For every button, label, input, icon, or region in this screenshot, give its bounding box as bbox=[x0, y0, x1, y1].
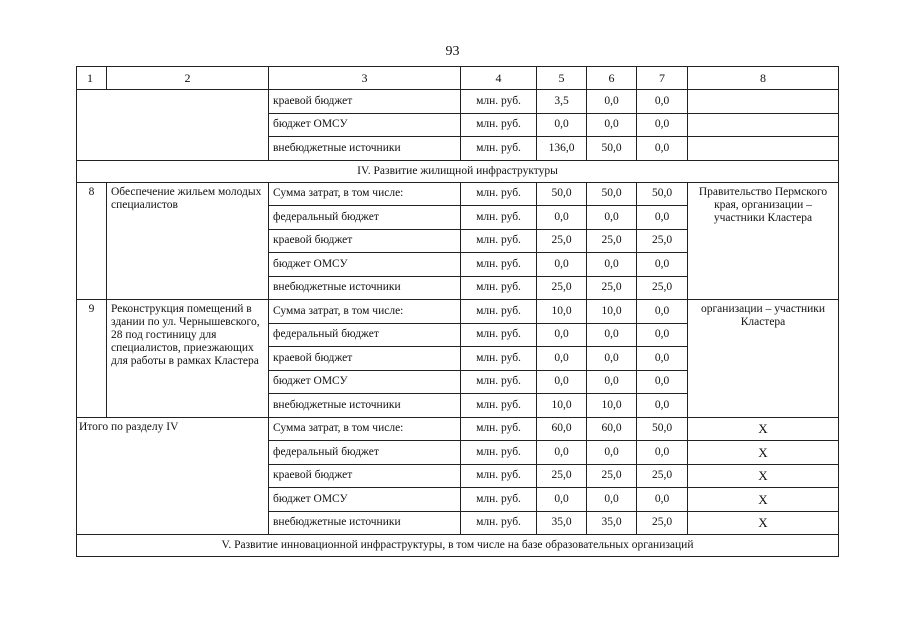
unit-cell: млн. руб. bbox=[461, 229, 537, 253]
funding-source-cell: федеральный бюджет bbox=[269, 323, 461, 347]
unit-cell: млн. руб. bbox=[461, 182, 537, 206]
value-col-7: 0,0 bbox=[637, 441, 688, 465]
value-col-5: 0,0 bbox=[537, 323, 587, 347]
unit-cell: млн. руб. bbox=[461, 441, 537, 465]
unit-cell: млн. руб. bbox=[461, 113, 537, 137]
value-col-5: 0,0 bbox=[537, 347, 587, 371]
funding-source-cell: внебюджетные источники bbox=[269, 394, 461, 418]
table-row bbox=[77, 90, 839, 114]
value-col-6: 0,0 bbox=[587, 253, 637, 277]
value-col-5: 25,0 bbox=[537, 229, 587, 253]
funding-source-cell: внебюджетные источники bbox=[269, 137, 461, 161]
funding-source-cell: краевой бюджет bbox=[269, 90, 461, 114]
continuation-blank-cell bbox=[77, 90, 269, 161]
funding-source-cell: внебюджетные источники bbox=[269, 511, 461, 535]
value-col-5: 0,0 bbox=[537, 253, 587, 277]
value-col-5: 136,0 bbox=[537, 137, 587, 161]
unit-cell: млн. руб. bbox=[461, 511, 537, 535]
unit-cell: млн. руб. bbox=[461, 137, 537, 161]
value-col-5: 0,0 bbox=[537, 206, 587, 230]
unit-cell: млн. руб. bbox=[461, 253, 537, 277]
value-col-6: 50,0 bbox=[587, 182, 637, 206]
funding-source-cell: бюджет ОМСУ bbox=[269, 253, 461, 277]
header-col-2: 2 bbox=[107, 67, 269, 90]
unit-cell: млн. руб. bbox=[461, 464, 537, 488]
page-number: 93 bbox=[445, 44, 460, 59]
value-col-5: 0,0 bbox=[537, 488, 587, 512]
unit-cell: млн. руб. bbox=[461, 347, 537, 371]
funding-source-cell: бюджет ОМСУ bbox=[269, 370, 461, 394]
unit-cell: млн. руб. bbox=[461, 206, 537, 230]
item-number: 9 bbox=[77, 300, 107, 418]
value-col-7: 0,0 bbox=[637, 206, 688, 230]
value-col-7: 25,0 bbox=[637, 464, 688, 488]
value-col-5: 35,0 bbox=[537, 511, 587, 535]
budget-table bbox=[76, 66, 839, 557]
funding-source-cell: внебюджетные источники bbox=[269, 276, 461, 300]
value-col-7: 50,0 bbox=[637, 417, 688, 441]
value-col-7: 25,0 bbox=[637, 229, 688, 253]
value-col-6: 10,0 bbox=[587, 394, 637, 418]
funding-source-cell: Сумма затрат, в том числе: bbox=[269, 417, 461, 441]
funding-source-cell: краевой бюджет bbox=[269, 347, 461, 371]
value-col-5: 0,0 bbox=[537, 113, 587, 137]
header-col-6: 6 bbox=[587, 67, 637, 90]
section-4-title: IV. Развитие жилищной инфраструктуры bbox=[77, 160, 839, 182]
funding-source-cell: Сумма затрат, в том числе: bbox=[269, 182, 461, 206]
value-col-7: 50,0 bbox=[637, 182, 688, 206]
section-title-row bbox=[77, 535, 839, 557]
section-5-title: V. Развитие инновационной инфраструктуры, в том числе на базе образовательных организаций bbox=[77, 535, 839, 557]
responsible-blank-cell bbox=[688, 90, 839, 114]
value-col-6: 0,0 bbox=[587, 323, 637, 347]
value-col-7: 0,0 bbox=[637, 253, 688, 277]
value-col-6: 0,0 bbox=[587, 370, 637, 394]
responsible-parties: организации – участники Кластера bbox=[688, 300, 839, 418]
value-col-7: 0,0 bbox=[637, 137, 688, 161]
value-col-6: 0,0 bbox=[587, 206, 637, 230]
value-col-6: 10,0 bbox=[587, 300, 637, 324]
header-row bbox=[77, 67, 839, 90]
unit-cell: млн. руб. bbox=[461, 276, 537, 300]
header-col-5: 5 bbox=[537, 67, 587, 90]
unit-cell: млн. руб. bbox=[461, 394, 537, 418]
value-col-6: 25,0 bbox=[587, 276, 637, 300]
value-col-7: 0,0 bbox=[637, 488, 688, 512]
value-col-7: 0,0 bbox=[637, 347, 688, 371]
value-col-5: 25,0 bbox=[537, 276, 587, 300]
header-col-3: 3 bbox=[269, 67, 461, 90]
responsible-blank-cell bbox=[688, 113, 839, 137]
value-col-6: 0,0 bbox=[587, 347, 637, 371]
value-col-7: 0,0 bbox=[637, 90, 688, 114]
unit-cell: млн. руб. bbox=[461, 90, 537, 114]
value-col-5: 25,0 bbox=[537, 464, 587, 488]
value-col-5: 10,0 bbox=[537, 394, 587, 418]
value-col-6: 0,0 bbox=[587, 90, 637, 114]
value-col-7: 0,0 bbox=[637, 323, 688, 347]
unit-cell: млн. руб. bbox=[461, 417, 537, 441]
value-col-6: 0,0 bbox=[587, 113, 637, 137]
not-applicable-mark: Х bbox=[688, 441, 839, 465]
item-name: Обеспечение жильем молодых специалистов bbox=[107, 182, 269, 300]
funding-source-cell: Сумма затрат, в том числе: bbox=[269, 300, 461, 324]
unit-cell: млн. руб. bbox=[461, 323, 537, 347]
header-col-7: 7 bbox=[637, 67, 688, 90]
value-col-5: 60,0 bbox=[537, 417, 587, 441]
funding-source-cell: бюджет ОМСУ bbox=[269, 113, 461, 137]
value-col-5: 50,0 bbox=[537, 182, 587, 206]
value-col-7: 25,0 bbox=[637, 276, 688, 300]
unit-cell: млн. руб. bbox=[461, 370, 537, 394]
item-name: Реконструкция помещений в здании по ул. Чернышевского, 28 под гостиницу для специалистов, приезжающих для работы в рамках Кластера bbox=[107, 300, 269, 418]
value-col-6: 50,0 bbox=[587, 137, 637, 161]
value-col-7: 25,0 bbox=[637, 511, 688, 535]
value-col-5: 0,0 bbox=[537, 441, 587, 465]
header-col-8: 8 bbox=[688, 67, 839, 90]
not-applicable-mark: Х bbox=[688, 488, 839, 512]
value-col-5: 10,0 bbox=[537, 300, 587, 324]
section-title-row bbox=[77, 160, 839, 182]
unit-cell: млн. руб. bbox=[461, 488, 537, 512]
header-col-1: 1 bbox=[77, 67, 107, 90]
table-row bbox=[77, 300, 839, 324]
not-applicable-mark: Х bbox=[688, 511, 839, 535]
value-col-7: 0,0 bbox=[637, 300, 688, 324]
not-applicable-mark: Х bbox=[688, 464, 839, 488]
unit-cell: млн. руб. bbox=[461, 300, 537, 324]
responsible-parties: Правительство Пермского края, организации – участники Кластера bbox=[688, 182, 839, 300]
funding-source-cell: федеральный бюджет bbox=[269, 206, 461, 230]
funding-source-cell: краевой бюджет bbox=[269, 229, 461, 253]
responsible-blank-cell bbox=[688, 137, 839, 161]
table-body bbox=[77, 67, 839, 557]
value-col-7: 0,0 bbox=[637, 113, 688, 137]
value-col-7: 0,0 bbox=[637, 394, 688, 418]
value-col-5: 0,0 bbox=[537, 370, 587, 394]
funding-source-cell: федеральный бюджет bbox=[269, 441, 461, 465]
value-col-6: 0,0 bbox=[587, 488, 637, 512]
not-applicable-mark: Х bbox=[688, 417, 839, 441]
value-col-6: 60,0 bbox=[587, 417, 637, 441]
total-row bbox=[77, 417, 839, 441]
header-col-4: 4 bbox=[461, 67, 537, 90]
value-col-7: 0,0 bbox=[637, 370, 688, 394]
table-row bbox=[77, 182, 839, 206]
value-col-6: 25,0 bbox=[587, 464, 637, 488]
value-col-6: 35,0 bbox=[587, 511, 637, 535]
value-col-6: 25,0 bbox=[587, 229, 637, 253]
value-col-5: 3,5 bbox=[537, 90, 587, 114]
total-label: Итого по разделу IV bbox=[77, 417, 269, 535]
item-number: 8 bbox=[77, 182, 107, 300]
value-col-6: 0,0 bbox=[587, 441, 637, 465]
funding-source-cell: краевой бюджет bbox=[269, 464, 461, 488]
funding-source-cell: бюджет ОМСУ bbox=[269, 488, 461, 512]
